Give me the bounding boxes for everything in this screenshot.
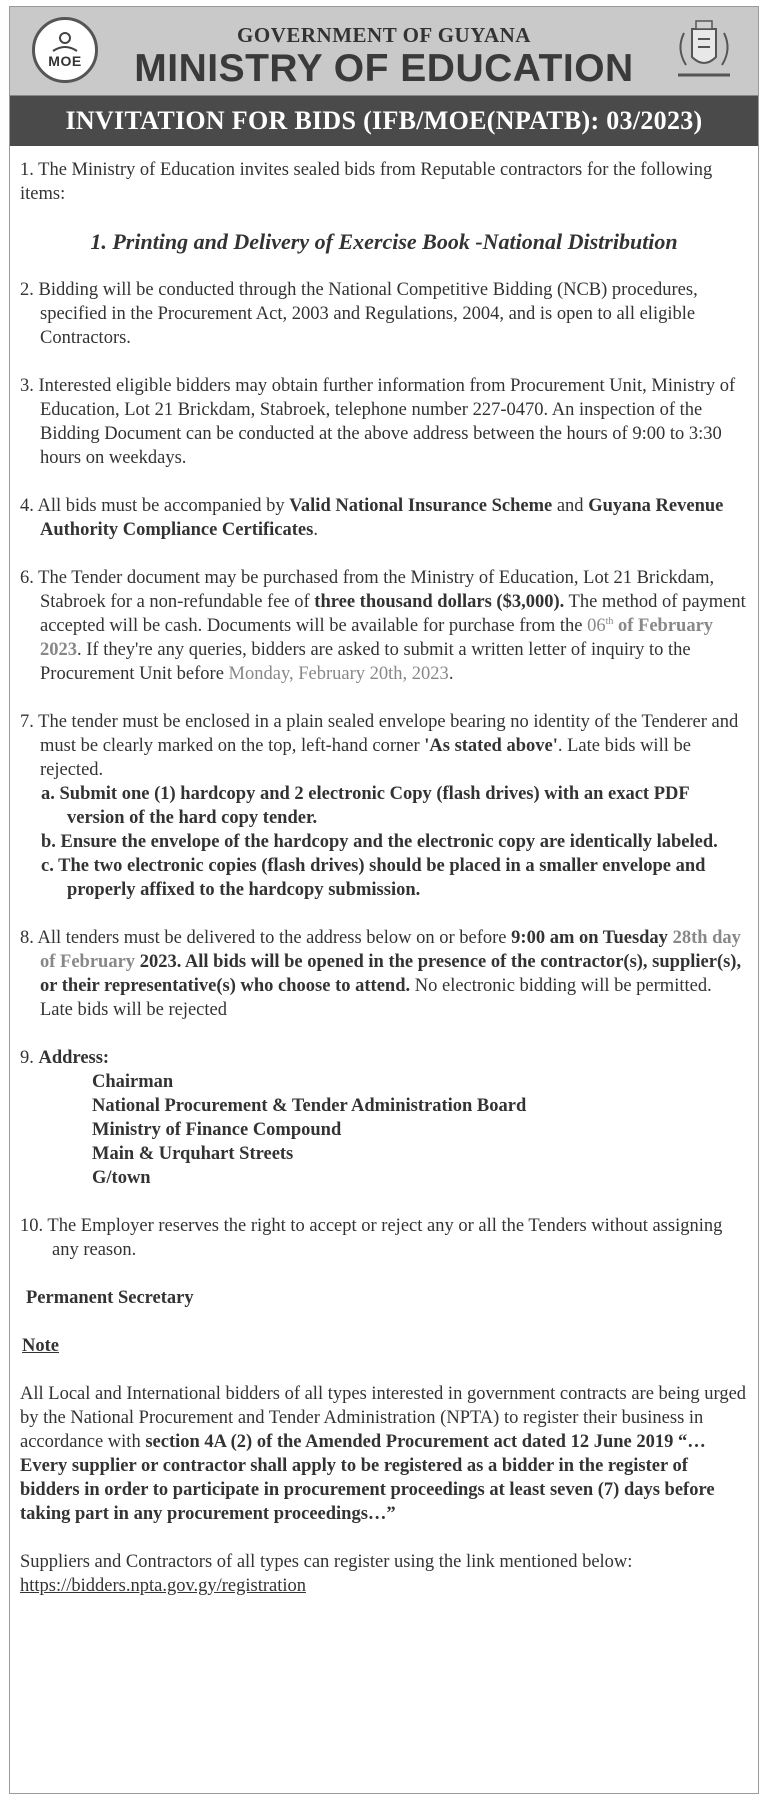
header: [10, 7, 758, 96]
note-paragraph: [20, 1382, 748, 1526]
paragraph-8: [20, 926, 748, 1022]
bid-content: [10, 146, 758, 1598]
text: Suppliers and Contractors of all types can register using the link mentioned below:: [20, 1552, 633, 1572]
item-title: 1. Printing and Delivery of Exercise Book -National Distribution: [90, 229, 678, 254]
address-heading: [20, 1046, 748, 1070]
paragraph-1: 1. The Ministry of Education invites sealed bids from Reputable contractors for the following items:: [20, 160, 713, 204]
paragraph-6: [20, 566, 748, 686]
day-suffix: th: [605, 615, 614, 627]
sub-item-a: a. Submit one (1) hardcopy and 2 electronic Copy (flash drives) with an exact PDF version of the hard copy tender.: [41, 784, 689, 828]
deadline-time: 9:00 am on Tuesday: [511, 928, 673, 948]
government-title: GOVERNMENT OF GUYANA: [237, 23, 531, 47]
procurement-act-quote: section 4A (2) of the Amended Procurement act dated 12 June 2019 “…Every supplier or contractor shall apply to be registered as a bidder in the register of bidders in order to participate in procurement proceedings at least seven (7) days before taking part in any procurement proceedings…”: [20, 1432, 715, 1524]
text: No electronic bidding will be permitted. Late bids will be rejected: [40, 976, 712, 1020]
paragraph-7: [20, 710, 748, 902]
paragraph-7-text: [20, 710, 748, 782]
registration-paragraph: [20, 1550, 748, 1598]
registration-link[interactable]: https://bidders.npta.gov.gy/registration: [20, 1576, 307, 1596]
start-day: 06: [587, 616, 606, 636]
paragraph-3: 3. Interested eligible bidders may obtain further information from Procurement Unit, Ministry of Education, Lot 21 Brickdam, Stabroek, telephone number 227-0470. An inspection of the Bidding Document can be conducted at the above address between the hours of 9:00 to 3:30 hours on weekdays.: [20, 376, 736, 468]
gra-requirement: Guyana Revenue Authority Compliance Certificates: [40, 496, 724, 540]
ministry-title: MINISTRY OF EDUCATION: [134, 47, 634, 90]
text: The method of payment accepted will be cash. Documents will be available for purchase from the: [40, 592, 746, 636]
paragraph-2: 2. Bidding will be conducted through the National Competitive Bidding (NCB) procedures, specified in the Procurement Act, 2003 and Regulations, 2004, and is open to all eligible Contractors.: [20, 280, 698, 348]
text: .: [313, 520, 318, 540]
text: . If they're any queries, bidders are asked to submit a written letter of inquiry to the Procurement Unit before: [40, 640, 691, 684]
address-line: G/town: [92, 1168, 151, 1188]
text: 9.: [20, 1048, 39, 1068]
coat-of-arms-icon: [672, 19, 736, 85]
text: . Late bids will be rejected.: [40, 736, 691, 780]
text: All Local and International bidders of all types interested in government contracts are being urged by the National Procurement and Tender Administration (NPTA) to register their business in accordance with: [20, 1384, 747, 1452]
text: .: [448, 664, 454, 684]
address-line: Ministry of Finance Compound: [92, 1120, 342, 1140]
note-heading: Note: [22, 1336, 59, 1356]
text: 6. The Tender document may be purchased from the Ministry of Education, Lot 21 Brickdam, Stabroek for a non-refundable fee of: [20, 568, 715, 612]
nis-requirement: Valid National Insurance Scheme: [289, 496, 553, 516]
sub-item-c: c. The two electronic copies (flash drives) should be placed in a smaller envelope and properly affixed to the hardcopy submission.: [41, 856, 706, 900]
sub-item-b: b. Ensure the envelope of the hardcopy and the electronic copy are identically labeled.: [41, 832, 718, 852]
paragraph-9: [20, 1046, 748, 1190]
deadline-date: 28th day of February: [40, 928, 741, 972]
text: 8. All tenders must be delivered to the address below on or before: [20, 928, 512, 948]
query-deadline: Monday, February 20th, 2023: [228, 664, 449, 684]
advertisement: [9, 6, 759, 1794]
start-month: of February 2023: [40, 616, 714, 660]
ifb-banner: INVITATION FOR BIDS (IFB/MOE(NPATB): 03/2023): [10, 96, 758, 146]
paragraph-10: 10. The Employer reserves the right to accept or reject any or all the Tenders without assigning any reason.: [20, 1216, 723, 1260]
opening-statement: 2023. All bids will be opened in the presence of the contractor(s), supplier(s), or their representative(s) who choose to attend.: [40, 952, 742, 996]
paragraph-4: [20, 494, 748, 542]
text: 4. All bids must be accompanied by: [20, 496, 290, 516]
logo-text: MOE: [48, 53, 82, 69]
address-label: Address:: [38, 1048, 110, 1068]
address-line: National Procurement & Tender Administration Board: [92, 1096, 527, 1116]
text: and: [552, 496, 589, 516]
text: 7. The tender must be enclosed in a plain sealed envelope bearing no identity of the Tenderer and must be clearly marked on the top, left-hand corner: [20, 712, 739, 756]
fee-amount: three thousand dollars ($3,000).: [314, 592, 565, 612]
address-line: Main & Urquhart Streets: [92, 1144, 294, 1164]
address-line: Chairman: [92, 1072, 174, 1092]
marking-label: 'As stated above': [424, 736, 558, 756]
signatory: Permanent Secretary: [26, 1288, 194, 1308]
